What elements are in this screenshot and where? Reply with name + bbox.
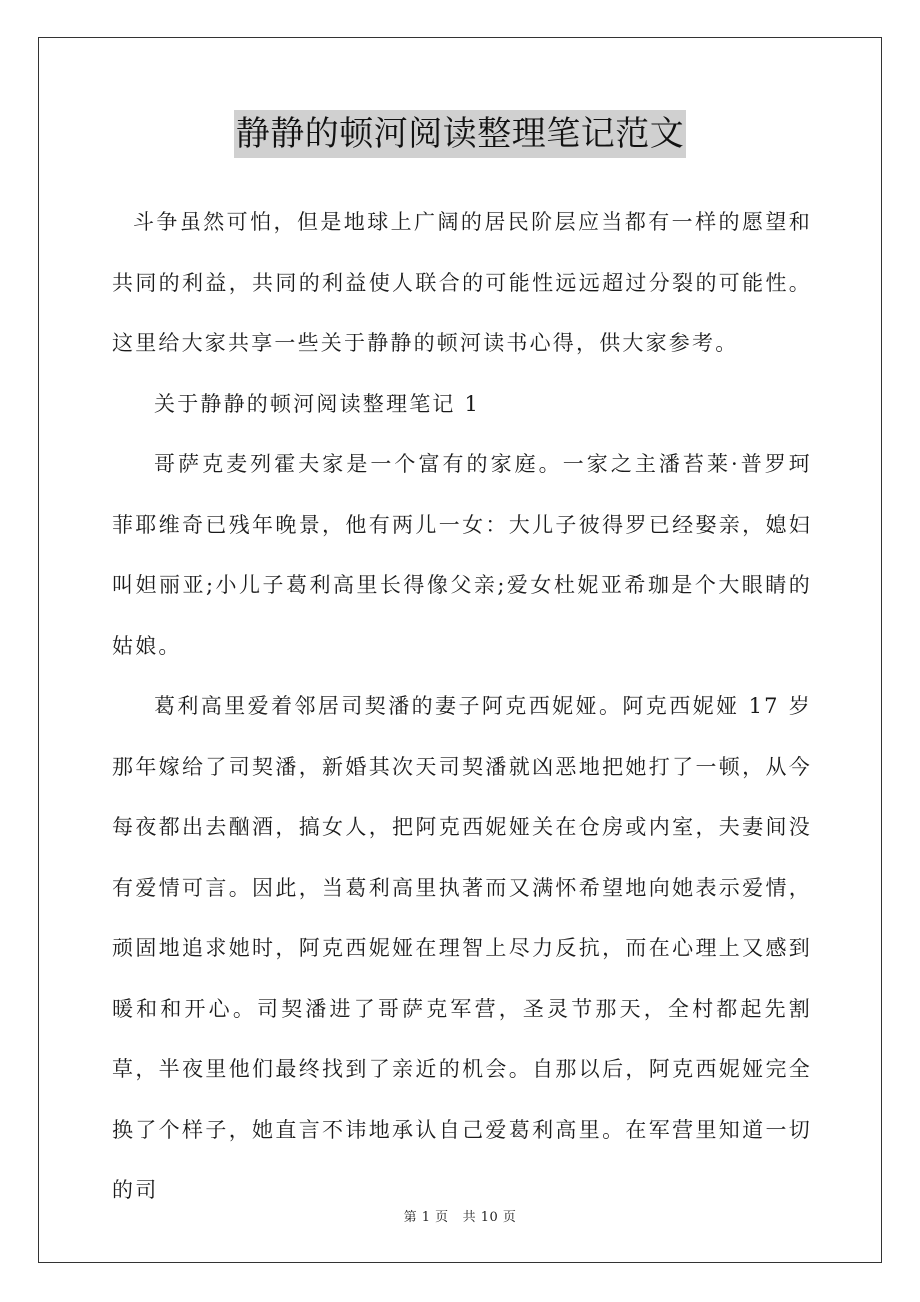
page-number: 第 1 页	[403, 1210, 449, 1225]
paragraph-story: 葛利高里爱着邻居司契潘的妻子阿克西妮娅。阿克西妮娅 17 岁那年嫁给了司契潘，新婚其次天司契潘就凶恶地把她打了一顿，从今每夜都出去酗酒，搞女人，把阿克西妮娅关在仓房或内室，夫妻间没有爱情可言。因此，当葛利高里执著而又满怀希望地向她表示爱情，顽固地追求她时，阿克西妮娅在理智上尽力反抗，而在心理上又感到暖和和开心。司契潘进了哥萨克军营，圣灵节那天，全村都起先割草，半夜里他们最终找到了亲近的机会。自那以后，阿克西妮娅完全换了个样子，她直言不讳地承认自己爱葛利高里。在军营里知道一切的司	[112, 694, 812, 1202]
title-container	[0, 110, 920, 158]
document-body	[112, 192, 812, 1221]
document-title[interactable]: 静静的顿河阅读整理笔记范文	[234, 110, 687, 158]
paragraph-family: 哥萨克麦列霍夫家是一个富有的家庭。一家之主潘苔莱·普罗珂菲耶维奇已残年晚景，他有两儿一女：大儿子彼得罗已经娶亲，媳妇叫妲丽亚;小儿子葛利高里长得像父亲;爱女杜妮亚希珈是个大眼睛的姑娘。	[112, 452, 812, 658]
page-footer	[0, 1206, 920, 1225]
section-heading: 关于静静的顿河阅读整理笔记 1	[154, 391, 481, 416]
paragraph-intro: 斗争虽然可怕，但是地球上广阔的居民阶层应当都有一样的愿望和共同的利益，共同的利益使人联合的可能性远远超过分裂的可能性。这里给大家共享一些关于静静的顿河读书心得，供大家参考。	[112, 210, 812, 355]
page-total: 共 10 页	[462, 1210, 517, 1225]
